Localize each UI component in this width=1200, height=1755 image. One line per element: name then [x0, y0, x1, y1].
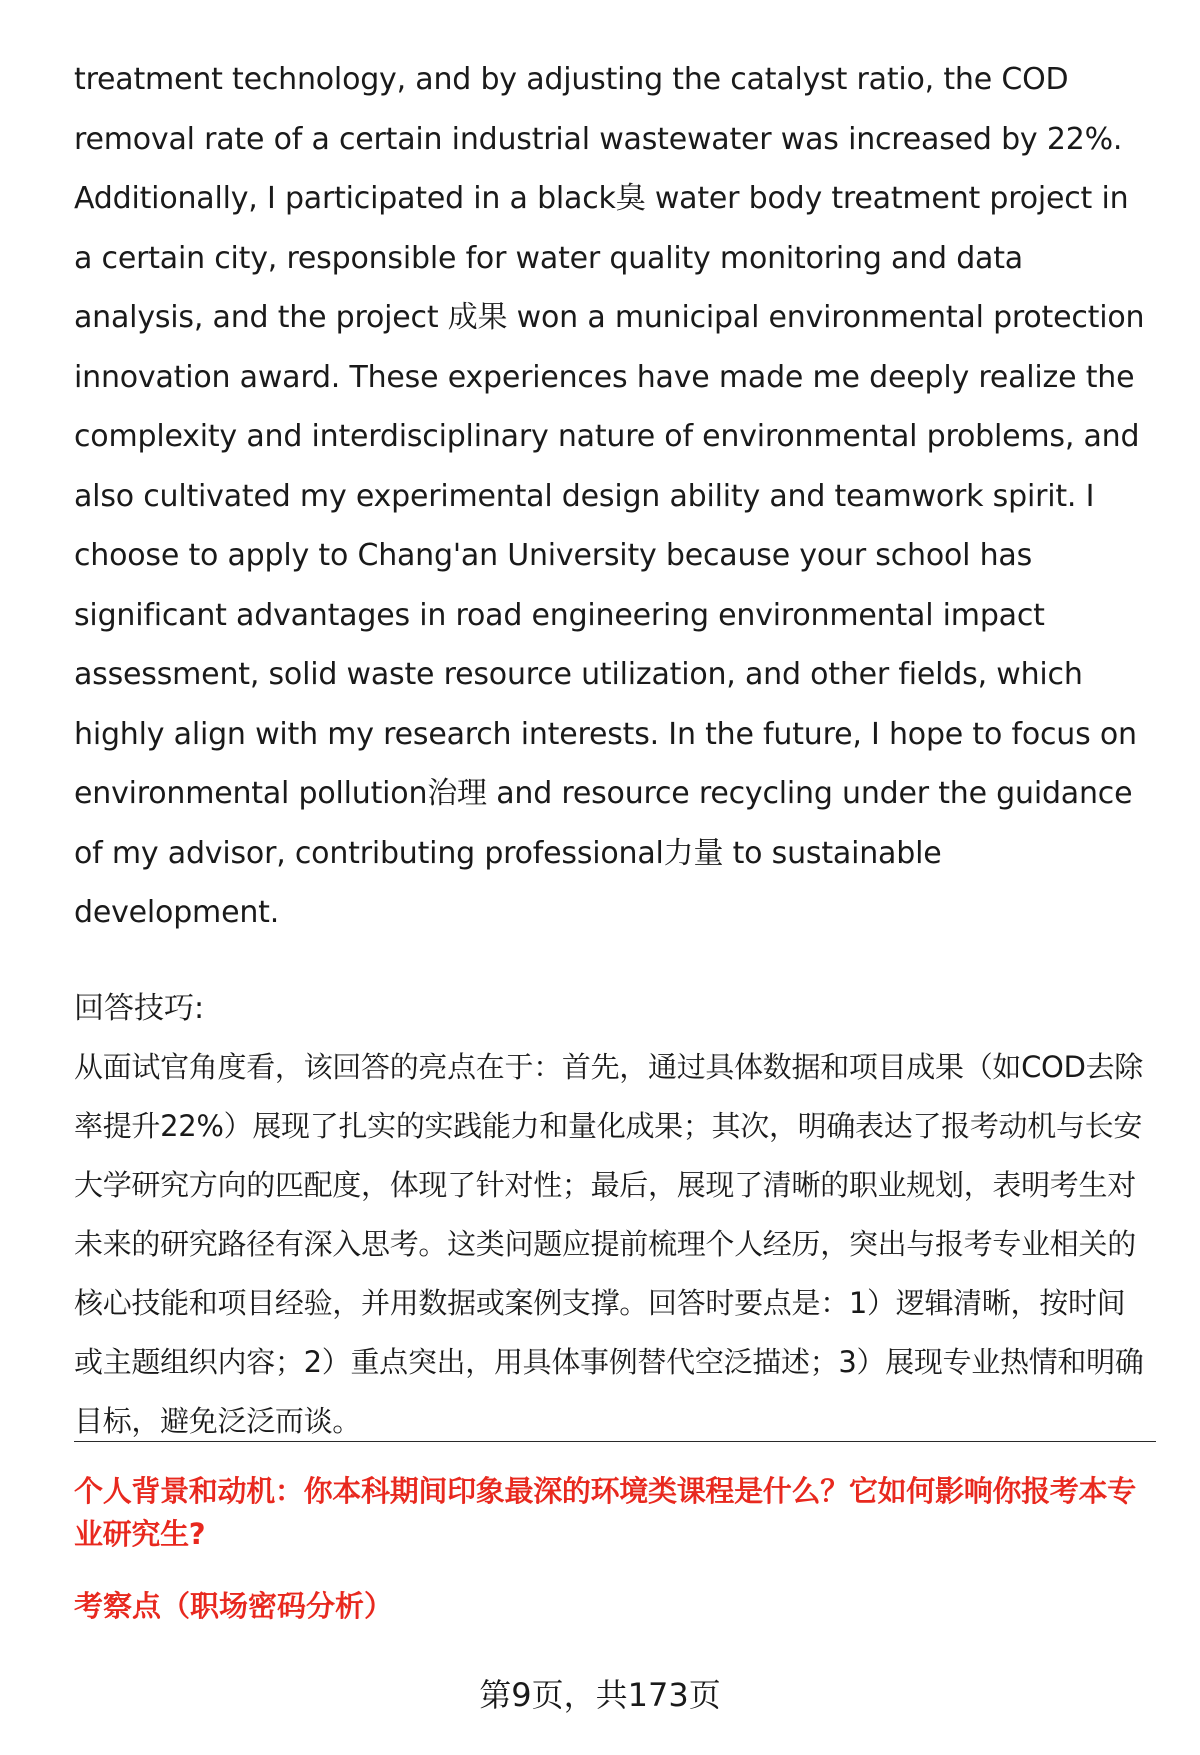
page-indicator: 第9页，共173页: [479, 1676, 721, 1714]
section-divider: [74, 1441, 1156, 1442]
answer-tips: [74, 979, 1154, 1451]
next-question-heading: 个人背景和动机：你本科期间印象最深的环境类课程是什么？它如何影响你报考本专业研究生?: [74, 1474, 1136, 1551]
document-body: [74, 50, 1154, 1451]
answer-paragraph: treatment technology, and by adjusting the catalyst ratio, the COD removal rate of a certain industrial wastewater was increased by 22%. Additionally, I participated in a black臭 water body treatment project in a certain city, responsible for water quality monitoring and data analysis, and the project 成果 won a municipal environmental protection innovation award. These experiences have made me deeply realize the complexity and interdisciplinary nature of environmental problems, and also cultivated my experimental design ability and teamwork spirit. I choose to apply to Chang'an University because your school has significant advantages in road engineering environmental impact assessment, solid waste resource utilization, and other fields, which highly align with my research interests. In the future, I hope to focus on environmental pollution治理 and resource recycling under the guidance of my advisor, contributing professional力量 to sustainable development.: [74, 62, 1145, 930]
tips-body: 从面试官角度看，该回答的亮点在于：首先，通过具体数据和项目成果（如COD去除率提升22%）展现了扎实的实践能力和量化成果；其次，明确表达了报考动机与长安大学研究方向的匹配度，体现了针对性；最后，展现了清晰的职业规划，表明考生对未来的研究路径有深入思考。这类问题应提前梳理个人经历，突出与报考专业相关的核心技能和项目经验，并用数据或案例支撑。回答时要点是：1）逻辑清晰，按时间或主题组织内容；2）重点突出，用具体事例替代空泛描述；3）展现专业热情和明确目标，避免泛泛而谈。: [74, 1049, 1144, 1438]
analysis-section-title: 考察点（职场密码分析）: [74, 1589, 394, 1623]
tips-label: 回答技巧:: [74, 990, 205, 1026]
